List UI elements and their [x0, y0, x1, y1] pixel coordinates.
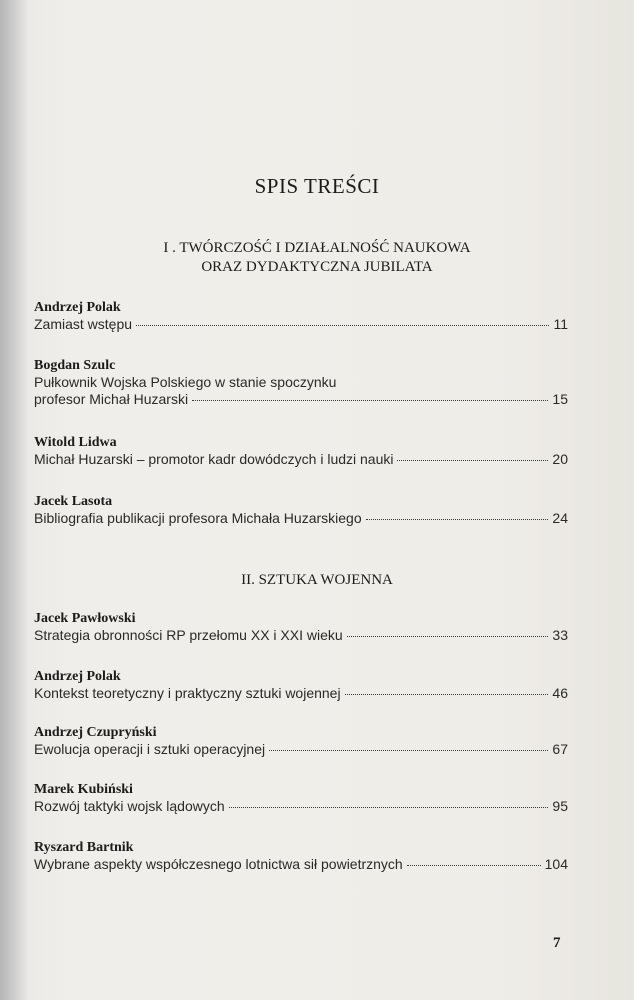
entry-page: 11: [553, 316, 568, 332]
gutter-shadow: [0, 0, 28, 1000]
entry-title: Rozwój taktyki wojsk lądowych: [34, 798, 225, 814]
entry-title-line: [34, 316, 568, 333]
entry-title: Zamiast wstępu: [34, 316, 133, 332]
entry-author: Marek Kubiński: [34, 782, 133, 797]
section-heading-line: ORAZ DYDAKTYCZNA JUBILATA: [201, 259, 433, 275]
entry-page: 20: [552, 451, 568, 467]
entry-author: Bogdan Szulc: [34, 358, 116, 373]
entry-page: 67: [552, 741, 568, 757]
entry-title-line: [34, 685, 568, 702]
dot-leader: [192, 399, 548, 401]
entry-author: Andrzej Polak: [34, 669, 121, 684]
entry-title-line: [34, 798, 568, 815]
toc-entry: [34, 493, 568, 527]
entry-author: Jacek Pawłowski: [34, 611, 136, 626]
entry-title-line: [34, 510, 568, 527]
entry-title: Ewolucja operacji i sztuki operacyjnej: [34, 741, 266, 757]
toc-entry: [34, 357, 568, 408]
section-heading-line: I . TWÓRCZOŚĆ I DZIAŁALNOŚĆ NAUKOWA: [163, 240, 471, 256]
dot-leader: [345, 693, 549, 695]
entry-page: 33: [552, 627, 568, 643]
entry-title-line: [34, 451, 568, 468]
toc-entry: [34, 839, 568, 873]
dot-leader: [347, 635, 549, 637]
toc-entry: [34, 781, 568, 815]
entry-author: Andrzej Czupryński: [34, 725, 157, 740]
entry-title: Pułkownik Wojska Polskiego w stanie spoczynku: [34, 374, 337, 390]
entry-author: Ryszard Bartnik: [34, 840, 134, 855]
entry-page: 15: [552, 391, 568, 407]
section-heading-line: II. SZTUKA WOJENNA: [241, 572, 393, 588]
dot-leader: [407, 864, 541, 866]
entry-title: Strategia obronności RP przełomu XX i XXI wieku: [34, 627, 343, 643]
section-heading-1: [0, 239, 634, 277]
page-number: 7: [553, 935, 561, 951]
entry-title-line: [34, 741, 568, 758]
toc-entry: [34, 668, 568, 702]
entry-page: 95: [552, 798, 568, 814]
entry-title: Kontekst teoretyczny i praktyczny sztuki wojennej: [34, 685, 341, 701]
dot-leader: [229, 806, 549, 808]
dot-leader: [366, 518, 549, 520]
entry-title: Michał Huzarski – promotor kadr dowódczych i ludzi nauki: [34, 451, 394, 467]
entry-author: Jacek Lasota: [34, 494, 113, 509]
dot-leader: [397, 459, 548, 461]
toc-entry: [34, 299, 568, 333]
toc-entry: [34, 610, 568, 644]
entry-title-line: [34, 856, 568, 873]
entry-title-line: [34, 374, 568, 391]
toc-entry: [34, 434, 568, 468]
entry-author: Andrzej Polak: [34, 300, 121, 315]
entry-title: Wybrane aspekty współczesnego lotnictwa sił powietrznych: [34, 856, 403, 872]
entry-author: Witold Lidwa: [34, 435, 117, 450]
entry-title: Bibliografia publikacji profesora Michała Huzarskiego: [34, 510, 362, 526]
toc-entry: [34, 724, 568, 758]
entry-title: profesor Michał Huzarski: [34, 391, 189, 407]
entry-title-line: [34, 627, 568, 644]
page-title: SPIS TREŚCI: [254, 174, 380, 198]
dot-leader: [136, 324, 549, 326]
dot-leader: [269, 749, 548, 751]
entry-page: 46: [552, 685, 568, 701]
entry-page: 104: [544, 856, 568, 872]
entry-page: 24: [552, 510, 568, 526]
entry-title-line: [34, 391, 568, 408]
section-heading-2: [0, 571, 634, 590]
